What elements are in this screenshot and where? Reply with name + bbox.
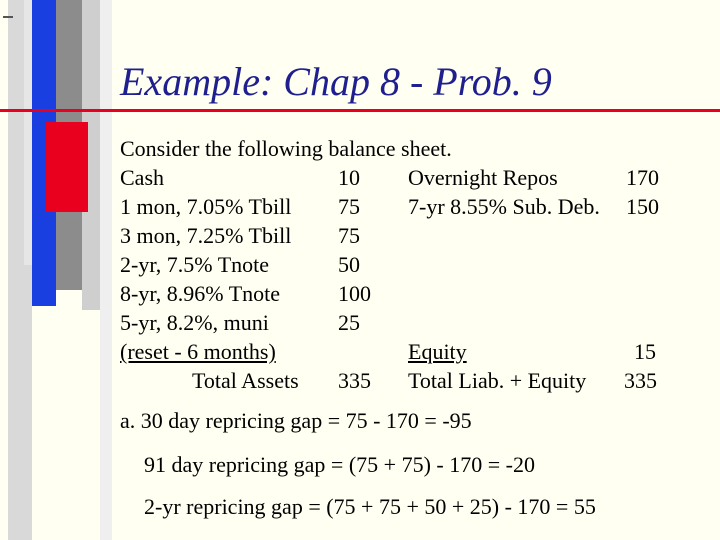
intro-text: Consider the following balance sheet. — [120, 136, 452, 161]
liability-label: Overnight Repos — [408, 165, 558, 190]
total-liab-label: Total Liab. + Equity — [408, 368, 587, 393]
deco-corner-mark — [3, 16, 13, 18]
equity-value: 15 — [634, 339, 656, 364]
asset-label: 5-yr, 8.2%, muni — [120, 310, 269, 335]
total-assets-value: 335 — [338, 368, 371, 393]
answer-c: 2-yr repricing gap = (75 + 75 + 50 + 25) - 170 = 55 — [144, 494, 596, 519]
asset-label: 8-yr, 8.96% Tnote — [120, 281, 281, 306]
liability-value: 150 — [626, 194, 659, 219]
answer-a: a. 30 day repricing gap = 75 - 170 = -95 — [120, 408, 472, 433]
total-assets-label: Total Assets — [192, 368, 299, 393]
liability-value: 170 — [626, 165, 659, 190]
equity-label: Equity — [408, 339, 467, 364]
asset-value: 50 — [338, 252, 360, 277]
asset-label: 2-yr, 7.5% Tnote — [120, 252, 270, 277]
title-underline — [0, 109, 720, 112]
answer-b: 91 day repricing gap = (75 + 75) - 170 = -20 — [144, 452, 535, 477]
asset-value: 10 — [338, 165, 360, 190]
deco-red-block — [46, 122, 88, 212]
asset-label: Cash — [120, 165, 164, 190]
asset-value: 75 — [338, 223, 360, 248]
deco-light-bar — [24, 0, 32, 265]
deco-pale-strip — [100, 0, 112, 540]
asset-value: 75 — [338, 194, 360, 219]
asset-value: 25 — [338, 310, 360, 335]
asset-label-reset: (reset - 6 months) — [120, 339, 276, 364]
slide-title: Example: Chap 8 - Prob. 9 — [120, 59, 552, 104]
asset-value: 100 — [338, 281, 371, 306]
asset-label: 3 mon, 7.25% Tbill — [120, 223, 292, 248]
total-liab-value: 335 — [624, 368, 657, 393]
asset-label: 1 mon, 7.05% Tbill — [120, 194, 292, 219]
equity-row — [408, 337, 656, 366]
liability-label: 7-yr 8.55% Sub. Deb. — [408, 194, 600, 219]
